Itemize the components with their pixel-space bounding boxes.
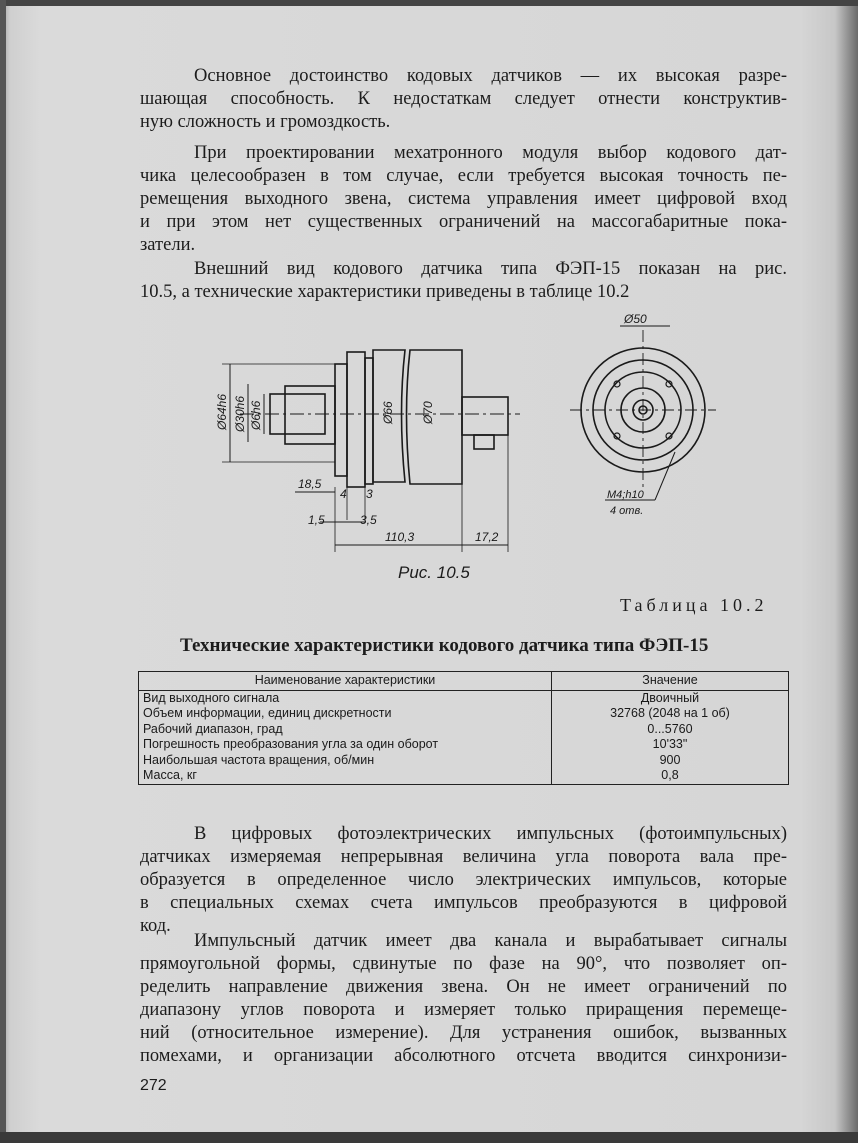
dim-label: M4;h10 [607,489,644,501]
row-value: 32768 (2048 на 1 об) [552,706,789,722]
page-number: 272 [140,1077,167,1094]
figure-caption: Рис. 10.5 [398,563,470,582]
text-line: помехами, и организации абсолютного отсчета вводится синхронизи- [140,1046,787,1066]
row-value: 10'33" [552,737,789,753]
row-name: Вид выходного сигнала [139,690,552,706]
body-ring-2 [365,358,373,484]
text-line: в специальных схемах счета импульсов преобразуются в цифровой [140,893,787,913]
front-view [570,326,716,500]
table-header-row [139,672,789,691]
flange [335,364,347,476]
row-name: Рабочий диапазон, град [139,722,552,738]
dim-label: 3 [366,487,373,501]
paragraph-2 [140,142,787,257]
dim-label: 4 [340,487,347,501]
text-line: ределить направление движения звена. Он не имеет ограничений по [140,977,787,997]
body-ring-1 [347,352,365,487]
paragraph-3 [140,258,787,304]
row-name: Объем информации, единиц дискретности [139,706,552,722]
row-value: Двоичный [552,690,789,706]
row-value: 900 [552,753,789,769]
table-row [139,737,789,753]
text-line: ний (относительное измерение). Для устранения ошибок, вызванных [140,1023,787,1043]
connector-plug [474,435,494,449]
text-line: образуется в определенное число электрических импульсов, которые [140,870,787,890]
paragraph-5 [140,930,787,1068]
row-name: Наибольшая частота вращения, об/мин [139,753,552,769]
scan-edge-top [0,0,858,6]
table-number: Таблица 10.2 [620,595,768,615]
row-value: 0,8 [552,768,789,784]
column-header: Наименование характеристики [139,672,552,691]
text-line: затели. [140,235,196,255]
connector [462,397,508,435]
paragraph-4 [140,823,787,938]
dim-label: Ø6h6 [249,400,263,430]
dim-label: Ø66 [381,401,395,424]
dim-label: 3,5 [360,513,377,527]
dim-label: Ø70 [421,401,435,424]
dim-label: Ø30h6 [233,395,247,432]
text-line: Внешний вид кодового датчика типа ФЭП-15 показан на рис. [194,259,787,279]
text-line: Импульсный датчик имеет два канала и вырабатывает сигналы [194,931,787,951]
dim-label: 18,5 [298,477,322,491]
text-line: диапазону углов поворота и измеряет только приращения перемеще- [140,1000,787,1020]
spec-table [138,671,789,785]
text-line: чика целесообразен в том случае, если требуется высокая точность пе- [140,166,787,186]
table-row [139,768,789,784]
text-line: и при этом нет существенных ограничений на массогабаритные пока- [140,212,787,232]
table-row [139,706,789,722]
row-value: 0...5760 [552,722,789,738]
text-line: код. [140,916,171,936]
dim-label: 110,3 [385,530,415,544]
scan-edge-bottom [0,1132,858,1143]
text-line: 10.5, а технические характеристики приведены в таблице 10.2 [140,282,630,302]
table-row [139,690,789,706]
leader-line [655,452,675,500]
text-line: ремещения выходного звена, система управления имеет цифровой вход [140,189,787,209]
table-row [139,753,789,769]
dim-label: Ø50 [624,312,647,326]
text-line: шающая способность. К недостаткам следует отнести конструктив- [140,89,787,109]
dim-label: Ø64h6 [215,393,229,430]
dim-label: 17,2 [475,530,499,544]
table-row [139,722,789,738]
row-name: Погрешность преобразования угла за один оборот [139,737,552,753]
encoder-drawing [200,312,740,562]
text-line: В цифровых фотоэлектрических импульсных (фотоимпульсных) [194,824,787,844]
table-title: Технические характеристики кодового датчика типа ФЭП-15 [180,635,709,656]
text-line: При проектировании мехатронного модуля выбор кодового дат- [194,143,787,163]
paragraph-1 [140,65,787,134]
text-line: ную сложность и громоздкость. [140,112,391,132]
text-line: датчиках измеряемая непрерывная величина угла поворота вала пре- [140,847,787,867]
column-header: Значение [552,672,789,691]
dim-label: 4 отв. [610,505,644,517]
side-view-labels [215,394,499,544]
text-line: прямоугольной формы, сдвинутые по фазе на 90°, что позволяет оп- [140,954,787,974]
text-line: Основное достоинство кодовых датчиков — их высокая разре- [194,66,787,86]
scan-edge-left [0,0,6,1143]
row-name: Масса, кг [139,768,552,784]
dim-label: 1,5 [308,513,325,527]
